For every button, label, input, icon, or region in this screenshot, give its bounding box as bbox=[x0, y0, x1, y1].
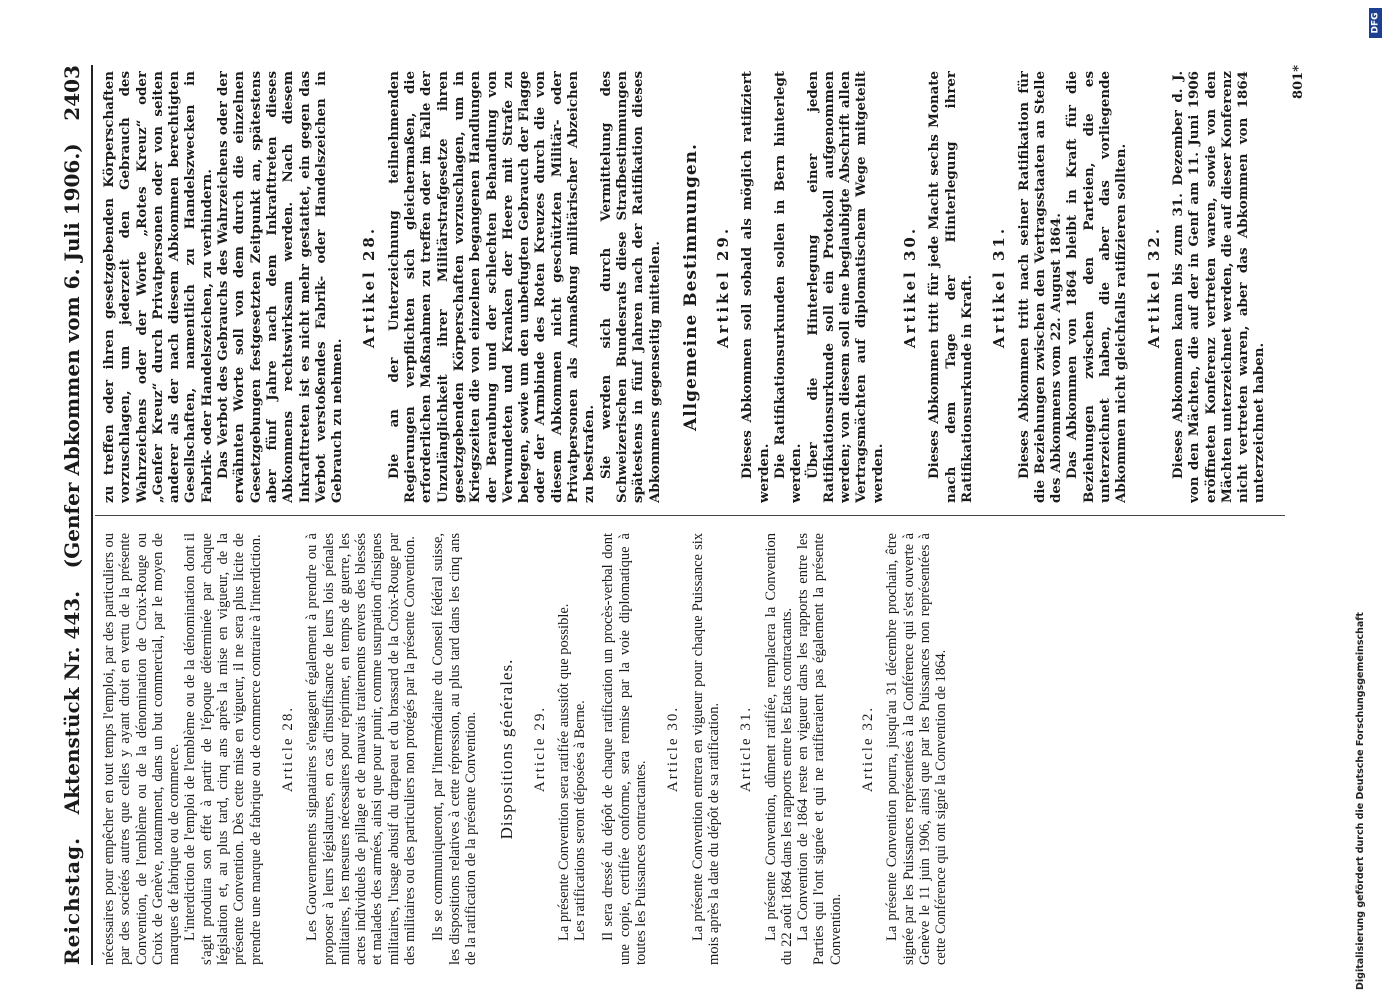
de-article-31-title: Artikel 31. bbox=[990, 225, 1009, 349]
fr-paragraph: La Convention de 1864 reste en vigueur dans les rapports entre les Parties qui l'ont signée et qui ne ratifieraient pas également la présente Convention. bbox=[795, 533, 844, 965]
header-reichstag: Reichstag. bbox=[60, 836, 84, 965]
french-column bbox=[101, 533, 1281, 965]
fr-paragraph: La présente Convention entrera en vigueur pour chaque Puissance six mois après la date du dépôt de sa ratification. bbox=[689, 533, 722, 965]
fr-paragraph: Il sera dressé du dépôt de chaque ratification un procès-verbal dont une copie, certifiée conforme, sera remise par la voie diplomatique à toutes les Puissances contractantes. bbox=[600, 533, 650, 965]
fr-paragraph: Les ratifications seront déposées à Berne. bbox=[572, 700, 589, 941]
fr-paragraph: La présente Convention, dûment ratifiée, remplacera la Convention du 22 août 1864 dans les rapports entre les Etats contractants. bbox=[762, 533, 795, 965]
de-paragraph: Über die Hinterlegung einer jeden Ratifikationsurkunde soll ein Protokoll aufgenommen werden; von diesem soll eine beglaubigte Abschrift allen Vertragsmächten auf diplomatischem Wege mitgeteilt werden. bbox=[804, 71, 886, 503]
de-section-heading: Allgemeine Bestimmungen. bbox=[680, 143, 701, 431]
signature-mark: 801* bbox=[1291, 65, 1306, 99]
german-column bbox=[101, 71, 1281, 503]
fr-paragraph: nécessaires pour empêcher en tout temps l'emploi, par des particuliers ou par des sociétés autres que celles y ayant droit en vertu de la présente Convention, de l'emblème ou de la dénomination de Croix-Rouge ou Croix de Genève, notamment, dans un but commercial, par le moyen de marques de fabrique ou de commerce. bbox=[101, 533, 183, 965]
page-header bbox=[55, 65, 89, 965]
fr-article-31-title: Article 31. bbox=[738, 705, 755, 793]
de-paragraph: Die an der Unterzeichnung teilnehmenden Regierungen verpflichten sich gleichermaßen, die erforderlichen Maßnahmen zu treffen oder im Falle der Unzulänglichkeit ihrer Militärstrafgesetze ihren gesetzgebenden Körperschaften vorzuschlagen, um in Kriegszeiten die von einzelnen begangenen Handlungen der Beraubung und der schlechten Behandlung von Verwundeten und Kranken der Heere mit Strafe zu belegen, sowie um den unbefugten Gebrauch der Flagge oder der Armbinde des Roten Kreuzes durch die von diesem Abkommen nicht geschützten Militär- oder Privatpersonen als Anmaßung militärischer Abzeichen zu bestrafen. bbox=[385, 71, 598, 503]
fr-paragraph: La présente Convention pourra, jusqu'au 31 décembre prochain, être signée par les Puissances représentées à la Conférence qui s'est ouverte à Genève le 11 juin 1906, ainsi que par les Puissances non représentées à cette Conférence qui ont signé la Convention de 1864. bbox=[884, 533, 950, 965]
de-article-32-title: Artikel 32. bbox=[1144, 225, 1163, 349]
header-title: (Genfer Abkommen vom 6. Juli 1906.) bbox=[60, 143, 84, 569]
fr-article-28-title: Article 28. bbox=[279, 705, 296, 793]
fr-section-heading: Dispositions générales. bbox=[497, 658, 517, 840]
digitization-credit: Digitalisierung gefördert durch die Deutsche Forschungsgemeinschaft bbox=[1355, 612, 1366, 990]
page-number: 2403 bbox=[60, 65, 84, 121]
fr-article-32-title: Article 32. bbox=[859, 705, 876, 793]
de-paragraph: Sie werden sich durch Vermittelung des Schweizerischen Bundesrats diese Strafbestimmungen spätestens in fünf Jahren nach der Ratifikation dieses Abkommens gegenseitig mitteilen. bbox=[597, 71, 663, 503]
fr-paragraph: L'interdiction de l'emploi de l'emblème ou de la dénomination dont il s'agit produira son effet à partir de l'époque déterminée par chaque législation et, au plus tard, cinq ans après la mise en vigueur, de la présente Convention. Dès cette mise en vigueur, il ne sera plus licite de prendre une marque de fabrique ou de commerce contraire à l'interdiction. bbox=[182, 533, 264, 965]
de-paragraph: zu treffen oder ihren gesetzgebenden Körperschaften vorzuschlagen, um jederzeit den Gebrauch des Wahrzeichens oder der Worte „Rotes Kreuz“ oder „Genfer Kreuz“ durch Privatpersonen oder von seiten anderer als der nach diesem Abkommen berechtigten Gesellschaften, namentlich zu Handelszwecken in Fabrik- oder Handelszeichen, zu verhindern. bbox=[101, 71, 215, 503]
fr-paragraph: Les Gouvernements signataires s'engagent également à prendre ou à proposer à leurs législatures, en cas d'insuffisance de leurs lois pénales militaires, les mesures nécessaires pour réprimer, en temps de guerre, les actes individuels de pillage et de mauvais traitements envers des blessés et malades des armées, ainsi que pour punir, comme usurpation d'insignes militaires, l'usage abusif du drapeau et du brassard de la Croix-Rouge par des militaires ou des particuliers non protégés par la présente Convention. bbox=[304, 533, 419, 965]
header-rule bbox=[91, 65, 93, 965]
de-paragraph: Dieses Abkommen kann bis zum 31. Dezember d. J. von den Mächten, die auf der in Genf am 11. Juni 1906 eröffneten Konferenz vertreten waren, sowie von den Mächten unterzeichnet werden, die auf dieser Konferenz nicht vertreten waren, aber das Abkommen von 1864 unterzeichnet haben. bbox=[1169, 71, 1268, 503]
column-divider bbox=[95, 515, 1285, 516]
de-paragraph: Das Abkommen von 1864 bleibt in Kraft für die Beziehungen zwischen den Parteien, die es unterzeichnet haben, die aber das vorliegende Abkommen nicht gleichfalls ratifizieren sollten. bbox=[1064, 71, 1130, 503]
dfg-logo-text: DFG bbox=[1370, 12, 1381, 34]
header-document-number: Aktenstück Nr. 443. bbox=[60, 590, 84, 815]
document-page bbox=[55, 65, 1306, 965]
de-article-30-title: Artikel 30. bbox=[901, 225, 920, 349]
fr-paragraph: La présente Convention sera ratifiée aussitôt que possible. bbox=[555, 603, 572, 941]
de-article-29-title: Artikel 29. bbox=[714, 225, 733, 349]
de-article-28-title: Artikel 28. bbox=[360, 225, 379, 349]
de-paragraph: Die Ratifikationsurkunden sollen in Bern hinterlegt werden. bbox=[771, 71, 805, 503]
fr-paragraph: Ils se communiqueront, par l'intermédiaire du Conseil fédéral suisse, les dispositions relatives à cette répression, au plus tard dans les cinq ans de la ratification de la présente Convention. bbox=[430, 533, 479, 965]
de-paragraph: Dieses Abkommen tritt nach seiner Ratifikation für die Beziehungen zwischen den Vertragsstaaten an Stelle des Abkommens vom 22. August 1864. bbox=[1015, 71, 1065, 503]
fr-article-29-title: Article 29. bbox=[531, 705, 548, 793]
de-paragraph: Das Verbot des Gebrauchs des Wahrzeichens oder der erwähnten Worte soll von dem durch die einzelnen Gesetzgebungen festgesetzten Zeitpunkt an, spätestens aber fünf Jahre nach dem Inkrafttreten dieses Abkommens rechtswirksam werden. Nach diesem Inkrafttreten ist es nicht mehr gestattet, ein gegen das Verbot verstoßendes Fabrik- oder Handelszeichen in Gebrauch zu nehmen. bbox=[215, 71, 346, 503]
de-paragraph: Dieses Abkommen soll sobald als möglich ratifiziert werden. bbox=[739, 71, 772, 503]
fr-article-30-title: Article 30. bbox=[665, 705, 682, 793]
de-paragraph: Dieses Abkommen tritt für jede Macht sechs Monate nach dem Tage der Hinterlegung ihrer Ratifikationsurkunde in Kraft. bbox=[926, 71, 975, 503]
dfg-logo bbox=[1369, 8, 1382, 38]
